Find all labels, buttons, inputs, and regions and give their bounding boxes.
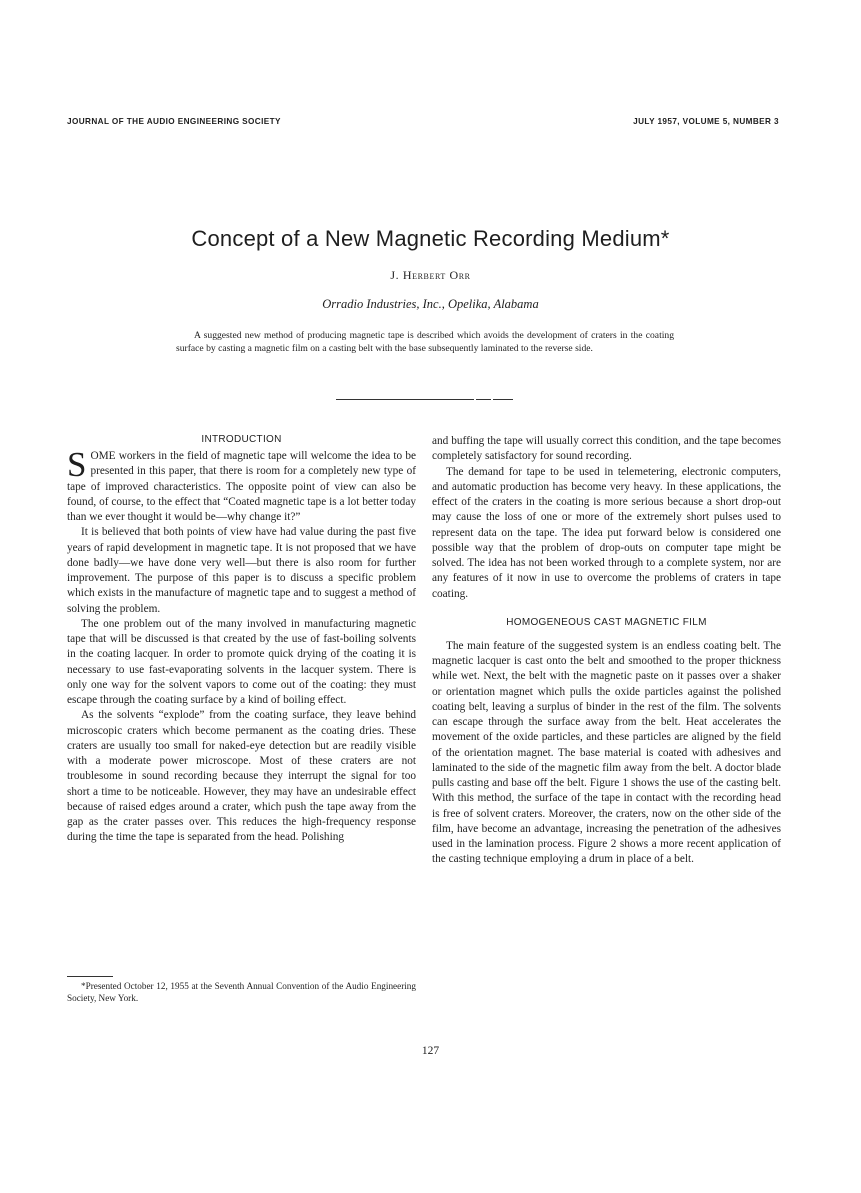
paragraph: It is believed that both points of view have had value during the past five years of rapid development in magnetic tape. It is not proposed that we have done badly—we have done very well—but there is also room for further improvement. The purpose of this paper is to discuss a specific problem which exists in the manufacture of magnetic tape and to suggest a method of solving the problem. [67, 526, 416, 615]
footnote-rule [67, 976, 113, 977]
left-column [67, 434, 416, 846]
section-divider [336, 399, 474, 400]
right-column [432, 434, 781, 868]
paragraph [67, 445, 416, 525]
drop-cap: S [67, 445, 87, 484]
paragraph: The one problem out of the many involved in manufacturing magnetic tape that will be discussed is that created by the use of fast-boiling solvents in the coating lacquer. In order to promote quick drying of the coating it is necessary to use fast-evaporating solvents in the lacquer system. There is only one way for the solvent vapors to come out of the coating: they must escape through the coating surface by a kind of boiling effect. [67, 617, 416, 706]
issue-running-head: JULY 1957, VOLUME 5, NUMBER 3 [633, 117, 779, 126]
abstract: A suggested new method of producing magnetic tape is described which avoids the development of craters in the coating surface by casting a magnetic film on a casting belt with the base subsequently laminated to the reverse side. [176, 330, 674, 354]
section-divider [476, 399, 491, 400]
footnote: *Presented October 12, 1955 at the Seventh Annual Convention of the Audio Engineering Society, New York. [67, 981, 416, 1003]
paragraph: The demand for tape to be used in telemetering, electronic computers, and automatic production has become very heavy. In these applications, the effect of the craters in the coating is more serious because a short drop-out may cause the loss of one or more of the extremely short pulses used to represent data on the tape. The idea put forward below is considered one possible way that the problem of drop-outs on computer tape might be solved. The idea has not been worked through to a complete system, nor are any features of it now in use to overcome the problems of craters in tape coating. [432, 465, 781, 600]
paragraph: The main feature of the suggested system is an endless coating belt. The magnetic lacquer is cast onto the belt and smoothed to the proper thickness while wet. Next, the belt with the magnetic paste on it passes over a shaker or orientation magnet which pulls the oxide particles against the polished coating belt, leaving a surplus of binder in the rest of the film. The solvents can escape through the surface away from the belt. Heat accelerates the movement of the oxide particles, and these particles are aligned by the field of the orientation magnet. The base material is coated with adhesives and laminated to the side of the magnetic film away from the belt. A doctor blade pulls casting and base off the belt. Figure 1 shows the use of the casting belt. With this method, the surface of the tape in contact with the recording head is free of solvent craters. Moreover, the craters, now on the other side of the film, have become an advantage, increasing the penetration of the adhesives used in the lamination process. Figure 2 shows a more recent application of the casting technique employing a drum in place of a belt. [432, 639, 781, 866]
paragraph: As the solvents “explode” from the coating surface, they leave behind microscopic craters which become permanent as the coating dries. These craters are usually too small for naked-eye detection but are readily visible with a moderate power microscope. Most of these craters are not troublesome in sound recording because they interrupt the signal for too short a time to be noticeable. However, they may have an undesirable effect because of raised edges around a crater, which push the tape away from the gap as the crater passes over. This reduces the high-frequency response during the time the tape is separated from the head. Polishing [67, 709, 416, 844]
page-number: 127 [421, 1045, 440, 1057]
section-heading-introduction: INTRODUCTION [201, 434, 282, 445]
paragraph: and buffing the tape will usually correct this condition, and the tape becomes completely satisfactory for sound recording. [432, 435, 781, 463]
paragraph-text: OME workers in the field of magnetic tape will welcome the idea to be presented in this paper, that there is room for a completely new type of tape of improved characteristics. The opposite point of view can also be found, of course, to the effect that “Coated magnetic tape is a lot better today than we ever thought it would be—why change it?” [67, 450, 416, 523]
author-affiliation: Orradio Industries, Inc., Opelika, Alabama [322, 297, 539, 311]
article-title: Concept of a New Magnetic Recording Medium* [191, 226, 670, 251]
section-heading-cast-film: HOMOGENEOUS CAST MAGNETIC FILM [506, 616, 707, 628]
journal-running-head: JOURNAL OF THE AUDIO ENGINEERING SOCIETY [67, 117, 281, 126]
section-divider [493, 399, 513, 400]
author-name: J. Herbert Orr [390, 268, 471, 282]
